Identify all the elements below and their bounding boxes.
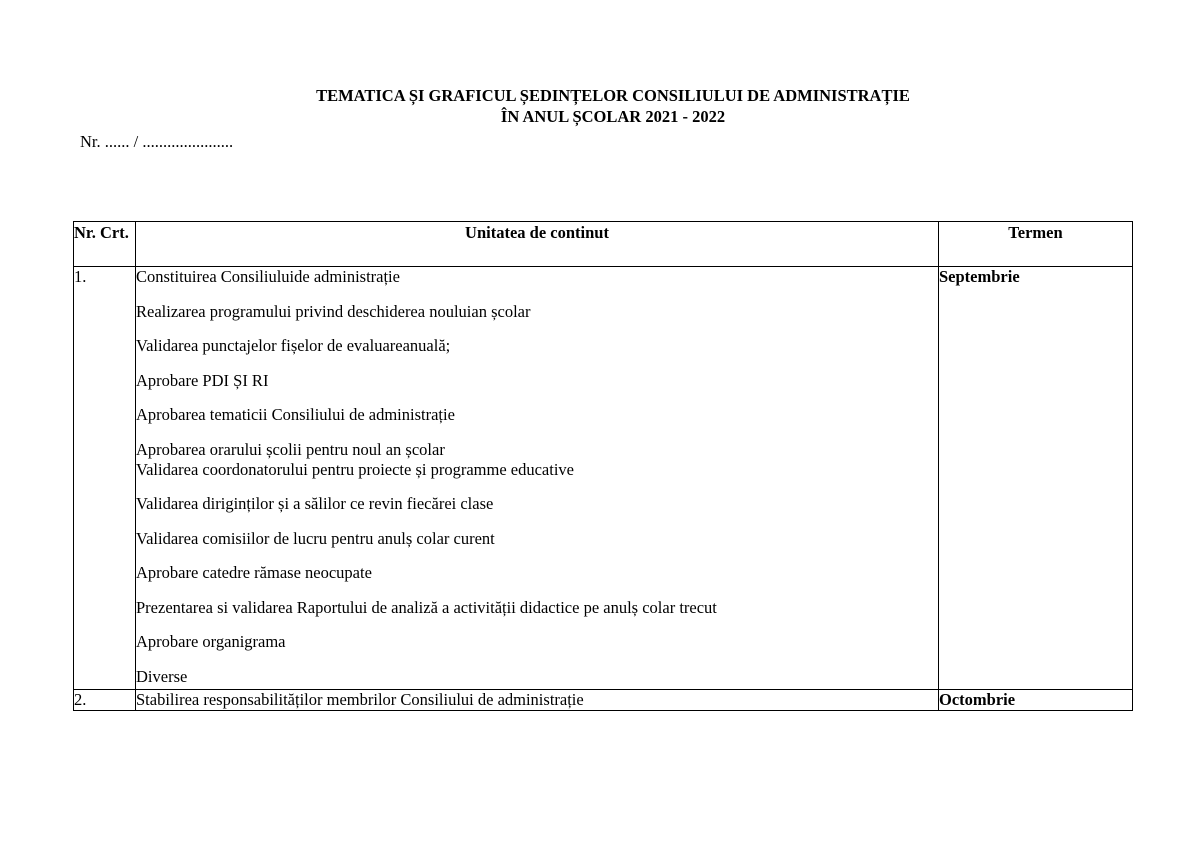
registration-number-line: Nr. ...... / ...................... bbox=[80, 132, 234, 151]
content-item: Validarea coordonatorului pentru proiecte și programme educative bbox=[136, 459, 574, 479]
table-row bbox=[74, 689, 1133, 710]
content-item: Constituirea Consiliuluide administrație bbox=[136, 267, 400, 286]
content-item: Validarea diriginților și a sălilor ce revin fiecărei clase bbox=[136, 494, 494, 513]
content-item: Validarea comisiilor de lucru pentru anulș colar curent bbox=[136, 528, 495, 548]
content-item: Aprobare catedre rămase neocupate bbox=[136, 563, 372, 582]
document-title-line-2: ÎN ANUL ȘCOLAR 2021 - 2022 bbox=[500, 107, 726, 126]
header-content-unit: Unitatea de continut bbox=[136, 222, 939, 267]
content-item: Prezentarea si validarea Raportului de analiză a activității didactice pe anulș colar trecut bbox=[136, 597, 717, 617]
deadline-cell: Septembrie bbox=[939, 267, 1133, 690]
header-nr-crt: Nr. Crt. bbox=[74, 222, 136, 267]
meetings-schedule-table bbox=[73, 221, 1133, 711]
table-row bbox=[74, 267, 1133, 690]
content-item: Diverse bbox=[136, 666, 188, 686]
content-items-cell bbox=[136, 267, 939, 690]
header-deadline: Termen bbox=[939, 222, 1133, 267]
document-title-line-1: TEMATICA ȘI GRAFICUL ȘEDINȚELOR CONSILIULUI DE ADMINISTRAȚIE bbox=[316, 86, 910, 105]
content-item: Realizarea programului privind deschiderea nouluian școlar bbox=[136, 301, 531, 321]
row-number: 1. bbox=[74, 267, 136, 690]
deadline-cell: Octombrie bbox=[939, 689, 1133, 710]
table-header-row bbox=[74, 222, 1133, 267]
row-number: 2. bbox=[74, 689, 136, 710]
content-item: Aprobarea tematicii Consiliului de administrație bbox=[136, 405, 455, 424]
content-item: Aprobare organigrama bbox=[136, 632, 286, 651]
content-item: Aprobarea orarului școlii pentru noul an școlar bbox=[136, 439, 445, 459]
content-item: Aprobare PDI ȘI RI bbox=[136, 370, 269, 390]
content-item: Stabilirea responsabilităților membrilor Consiliului de administrație bbox=[136, 689, 939, 710]
content-item: Validarea punctajelor fișelor de evaluareanuală; bbox=[136, 336, 451, 355]
